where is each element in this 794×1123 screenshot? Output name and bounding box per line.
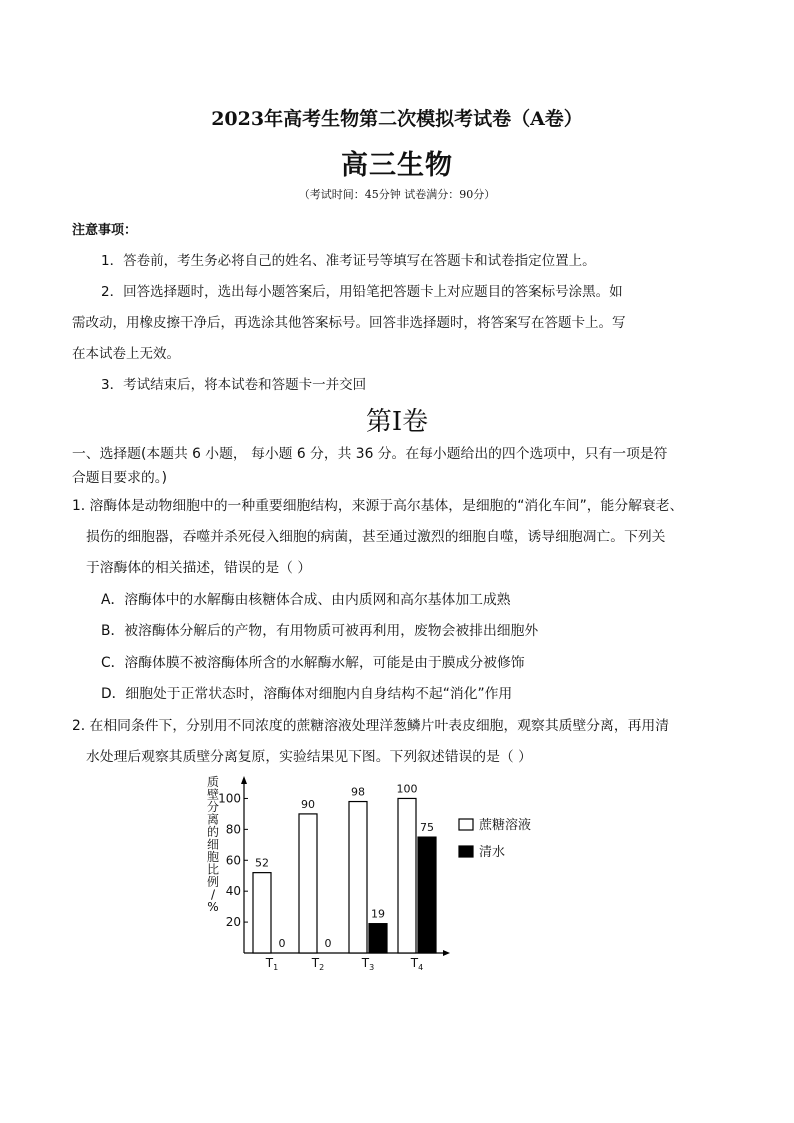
data-label: 19 [371,907,385,921]
notice-line-5: 3．考试结束后，将本试卷和答题卡一并交回 [101,377,367,393]
q1-line-1: 1. 溶酶体是动物细胞中的一种重要细胞结构，来源于高尔基体，是细胞的“消化车间”，能分解衰老、 [72,498,684,514]
svg-text:分: 分 [206,800,220,814]
data-label: 98 [351,785,365,799]
x-tick-label: $T_1$ [265,956,279,972]
section-line-2: 合题目要求的。) [72,470,168,486]
q1-option-a: A．溶酶体中的水解酶由核糖体合成、由内质网和高尔基体加工成熟 [101,592,511,608]
bar [369,924,387,953]
section-line-1: 一、选择题(本题共 6 小题， 每小题 6 分，共 36 分。在每小题给出的四个选项中，只有一项是符 [72,446,668,462]
y-tick-label: 100 [218,791,241,806]
svg-text:胞: 胞 [206,850,220,864]
notice-heading: 注意事项： [72,223,138,238]
subject-title: 高三生物 [341,150,453,181]
bar [349,802,367,953]
exam-title: 2023年高考生物第二次模拟考试卷（A卷） [211,108,583,130]
q1-option-d: D．细胞处于正常状态时，溶酶体对细胞内自身结构不起“消化”作用 [101,686,513,702]
y-tick-label: 80 [225,822,241,837]
data-label: 0 [324,937,332,950]
y-tick-label: 40 [225,884,241,899]
legend-label: 蔗糖溶液 [479,818,532,833]
legend-label: 清水 [479,845,506,860]
x-tick-label: $T_3$ [361,956,375,972]
data-label: 100 [396,782,418,796]
x-axis-arrow [443,950,450,956]
svg-text:例: 例 [206,875,220,889]
svg-text:的: 的 [206,825,220,839]
notice-line-2: 2．回答选择题时，选出每小题答案后，用铅笔把答题卡上对应题目的答案标号涂黑。如 [101,284,623,300]
legend [459,817,531,860]
legend-swatch [459,819,473,830]
q1-option-b: B．被溶酶体分解后的产物，有用物质可被再利用，废物会被排出细胞外 [101,623,539,639]
data-label: 75 [420,821,434,835]
notice-line-1: 1．答卷前，考生务必将自己的姓名、准考证号等填写在答题卡和试卷指定位置上。 [101,253,596,269]
bar-chart [195,772,555,972]
q1-option-c: C．溶酶体膜不被溶酶体所含的水解酶水解，可能是由于膜成分被修饰 [101,655,525,671]
exam-meta: （考试时间：45分钟 试卷满分：90分） [298,188,496,201]
svg-text:/: / [210,887,216,902]
y-tick-label: 60 [225,853,241,868]
data-label: 0 [278,937,286,950]
x-tick-label: $T_2$ [311,956,325,972]
data-label: 90 [301,797,315,811]
svg-text:质: 质 [206,775,220,789]
q2-line-1: 2. 在相同条件下，分别用不同浓度的蔗糖溶液处理洋葱鳞片叶表皮细胞，观察其质壁分离，再用清 [72,718,670,734]
y-tick-label: 20 [225,915,241,930]
data-label: 52 [255,856,269,870]
svg-text:%: % [207,900,219,914]
notice-line-3: 需改动，用橡皮擦干净后，再选涂其他答案标号。回答非选择题时，将答案写在答题卡上。写 [72,315,626,331]
q1-line-2: 损伤的细胞器，吞噬并杀死侵入细胞的病菌，甚至通过激烈的细胞自噬，诱导细胞凋亡。下列关 [86,529,666,545]
q1-line-3: 于溶酶体的相关描述，错误的是（ ） [86,560,312,576]
legend-swatch [459,846,473,857]
svg-text:比: 比 [206,862,220,877]
svg-text:细: 细 [206,837,220,852]
part-title: 第Ⅰ卷 [365,407,429,437]
svg-text:壁: 壁 [206,787,220,802]
notice-line-4: 在本试卷上无效。 [72,346,180,362]
x-tick-label: $T_4$ [410,956,424,972]
bar [299,814,317,953]
y-axis-arrow [241,776,247,784]
q2-line-2: 水处理后观察其质壁分离复原，实验结果见下图。下列叙述错误的是（ ） [86,749,532,765]
bar [253,873,271,953]
bar [418,837,436,953]
svg-text:离: 离 [206,812,220,827]
bar [398,798,416,953]
